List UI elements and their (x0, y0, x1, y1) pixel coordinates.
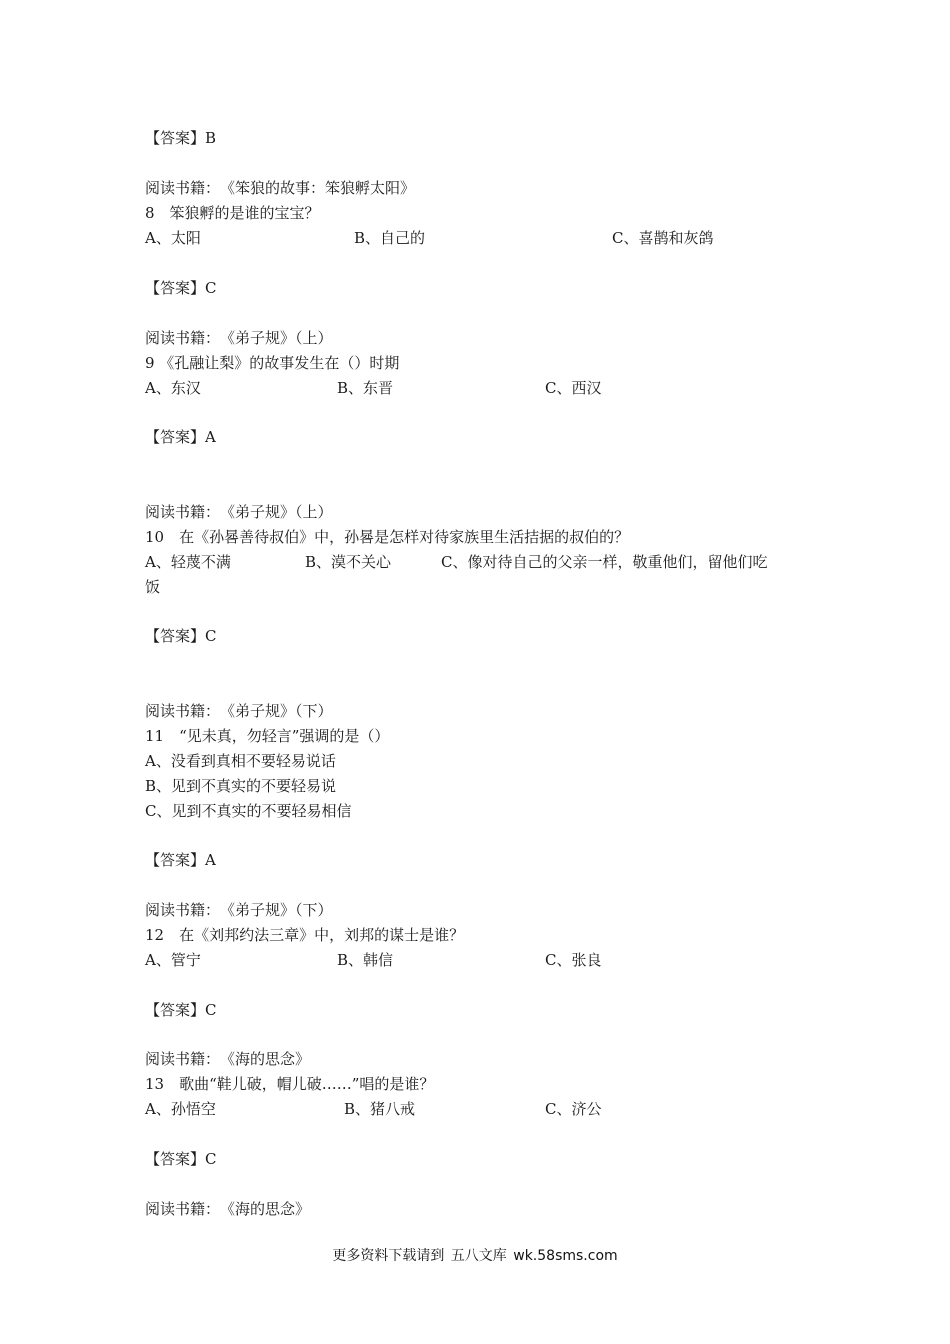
question-text: 12 在《刘邦约法三章》中，刘邦的谋士是谁？ (145, 926, 465, 944)
option-a: A、东汉 (145, 379, 201, 397)
footer-prefix: 更多资料下载请到 (332, 1248, 445, 1264)
answer-label: 【答案】C (145, 627, 217, 645)
option-c: C、济公 (545, 1100, 602, 1118)
question-text: 8 笨狼孵的是谁的宝宝？ (145, 204, 320, 222)
option-c-continued: 饭 (145, 578, 161, 596)
footer-site-name: 五八文库 (450, 1248, 507, 1264)
option-b: B、猪八戒 (344, 1100, 416, 1118)
option-a: A、太阳 (145, 229, 201, 247)
option-a: A、没看到真相不要轻易说话 (145, 752, 336, 770)
question-text: 9 《孔融让梨》的故事发生在（）时期 (145, 354, 400, 372)
book-title: 阅读书籍： 《笨狼的故事：笨狼孵太阳》 (145, 179, 416, 197)
book-title: 阅读书籍： 《海的思念》 (145, 1050, 311, 1068)
option-b: B、东晋 (337, 379, 394, 397)
answer-label: 【答案】A (145, 851, 216, 869)
option-c: C、像对待自己的父亲一样，敬重他们，留他们吃 (441, 553, 768, 571)
option-c: C、喜鹊和灰鸽 (612, 229, 714, 247)
option-b: B、韩信 (337, 951, 394, 969)
option-c: C、张良 (545, 951, 602, 969)
answer-label: 【答案】C (145, 1001, 217, 1019)
book-title: 阅读书籍： 《弟子规》（下） (145, 901, 333, 919)
option-c: C、见到不真实的不要轻易相信 (145, 802, 352, 820)
footer-url-link[interactable]: wk.58sms.com (513, 1248, 618, 1264)
option-a: A、孙悟空 (145, 1100, 216, 1118)
option-b: B、见到不真实的不要轻易说 (145, 777, 337, 795)
option-a: A、轻蔑不满 (145, 553, 231, 571)
answer-label: 【答案】C (145, 279, 217, 297)
option-c: C、西汉 (545, 379, 602, 397)
option-b: B、自己的 (354, 229, 426, 247)
book-title: 阅读书籍： 《海的思念》 (145, 1200, 311, 1218)
answer-label: 【答案】B (145, 129, 217, 147)
question-text: 10 在《孙晷善待叔伯》中，孙晷是怎样对待家族里生活拮据的叔伯的？ (145, 528, 630, 546)
book-title: 阅读书籍： 《弟子规》（上） (145, 503, 333, 521)
option-b: B、漠不关心 (305, 553, 392, 571)
question-text: 13 歌曲“鞋儿破，帽儿破……”唱的是谁？ (145, 1075, 435, 1093)
answer-label: 【答案】A (145, 428, 216, 446)
book-title: 阅读书籍： 《弟子规》（下） (145, 702, 333, 720)
answer-label: 【答案】C (145, 1150, 217, 1168)
question-text: 11 “见未真，勿轻言”强调的是（） (145, 727, 390, 745)
option-a: A、管宁 (145, 951, 201, 969)
download-footer (0, 1246, 950, 1266)
book-title: 阅读书籍： 《弟子规》（上） (145, 329, 333, 347)
